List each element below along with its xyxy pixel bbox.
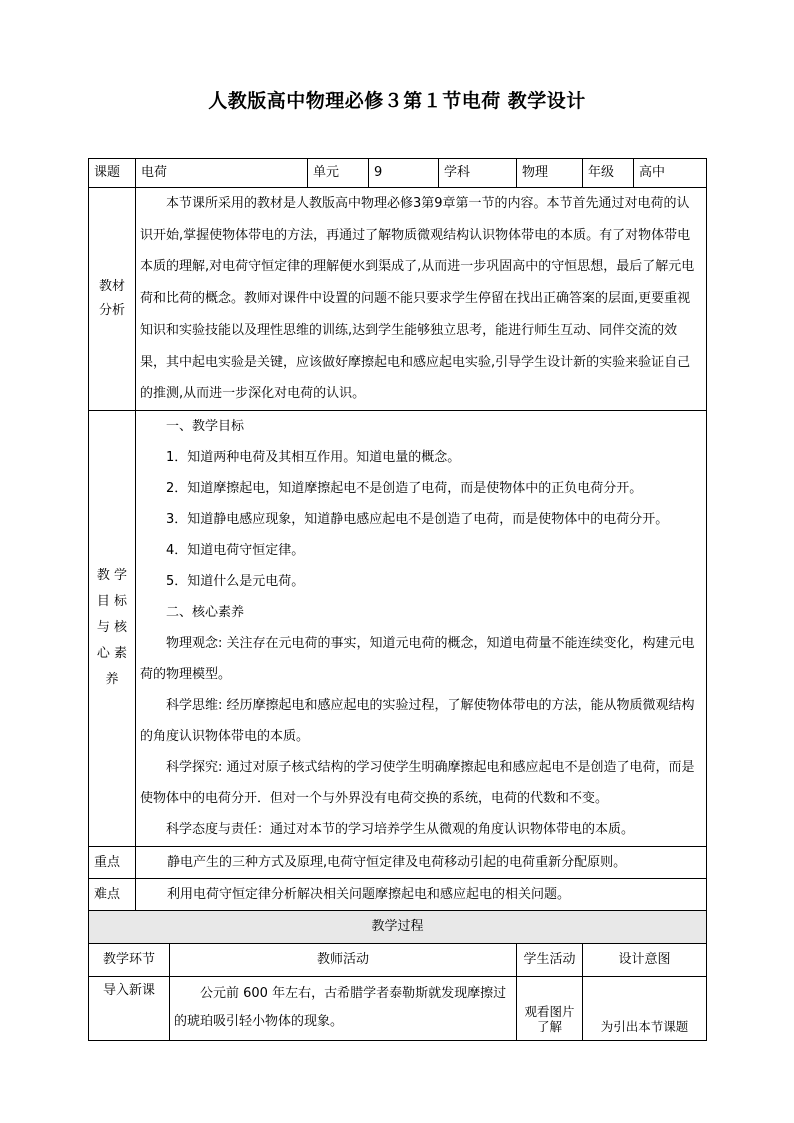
- subject-value: 物理: [517, 159, 583, 188]
- lesson-plan-table: [88, 158, 707, 1041]
- literacy-scientific-inquiry: 科学探究: 通过对原子核式结构的学习使学生明确摩擦起电和感应起电不是创造了电荷，而是使物体中的电荷分开．但对一个与外界没有电荷交换的系统，电荷的代数和不变。: [140, 760, 695, 807]
- goals-row: [89, 410, 707, 846]
- student-cell: 观看图片了解: [517, 976, 583, 1040]
- document-title: 人教版高中物理必修３第１节电荷 教学设计: [208, 90, 586, 112]
- literacy-scientific-thinking: 科学思维: 经历摩擦起电和感应起电的实验过程，了解使物体带电的方法，能从物质微观结构的角度认识物体带电的本质。: [140, 698, 695, 745]
- goals-heading-2: 二、核心素养: [166, 605, 245, 621]
- unit-value: 9: [369, 159, 439, 188]
- process-row: [89, 976, 707, 1040]
- col-stage: 教学环节: [89, 943, 170, 976]
- process-title: 教学过程: [89, 910, 707, 943]
- intent-cell: 为引出本节课题: [583, 976, 707, 1040]
- col-student: 学生活动: [517, 943, 583, 976]
- unit-label: 单元: [308, 159, 369, 188]
- material-label-1: 教材: [98, 278, 125, 294]
- goal-item-3: 3．知道静电感应现象，知道静电感应起电不是创造了电荷，而是使物体中的电荷分开。: [166, 512, 669, 528]
- topic-value: 电荷: [136, 159, 308, 188]
- literacy-physics-concept: 物理观念: 关注存在元电荷的事实，知道元电荷的概念，知道电荷量不能连续变化，构建元电荷的物理模型。: [140, 636, 695, 683]
- material-label: [89, 188, 136, 411]
- key-text: 静电产生的三种方式及原理,电荷守恒定律及电荷移动引起的电荷重新分配原则。: [136, 846, 707, 878]
- literacy-attitude: 科学态度与责任：通过对本节的学习培养学生从微观的角度认识物体带电的本质。: [166, 822, 635, 838]
- subject-label: 学科: [439, 159, 517, 188]
- goals-heading-1: 一、教学目标: [166, 419, 245, 435]
- goals-label-1: 教 学: [96, 568, 128, 584]
- process-header-row: [89, 943, 707, 976]
- material-label-2: 分析: [98, 302, 125, 318]
- teacher-cell: 公元前 600 年左右，古希腊学者泰勒斯就发现摩擦过的琥珀吸引轻小物体的现象。: [170, 976, 517, 1040]
- goals-label-2: 目 标: [96, 594, 128, 610]
- process-title-row: [89, 910, 707, 943]
- col-teacher: 教师活动: [170, 943, 517, 976]
- goal-item-1: 1．知道两种电荷及其相互作用。知道电量的概念。: [166, 450, 461, 466]
- topic-label: 课题: [89, 159, 136, 188]
- grade-value: 高中: [634, 159, 707, 188]
- difficult-label: 难点: [89, 878, 136, 910]
- goals-content: [136, 410, 707, 846]
- material-text: 本节课所采用的教材是人教版高中物理必修3第9章第一节的内容。本节首先通过对电荷的认识开始,掌握使物体带电的方法，再通过了解物质微观结构认识物体带电的本质。有了对物体带电本质的理解,对电荷守恒定律的理解便水到渠成了,从而进一步巩固高中的守恒思想，最后了解元电荷和比荷的概念。教师对课件中设置的问题不能只要求学生停留在找出正确答案的层面,更要重视知识和实验技能以及理性思维的训练,达到学生能够独立思考，能进行师生互动、同伴交流的效果，其中起电实验是关键，应该做好摩擦起电和感应起电实验,引导学生设计新的实验来验证自己的推测,从而进一步深化对电荷的认识。: [136, 188, 707, 411]
- material-row: [89, 188, 707, 411]
- goals-label-3: 与 核: [96, 620, 128, 636]
- goals-label-5: 养: [105, 672, 119, 688]
- key-row: [89, 846, 707, 878]
- header-row: [89, 159, 707, 188]
- goal-item-5: 5．知道什么是元电荷。: [166, 574, 305, 590]
- stage-cell: 导入新课: [89, 976, 170, 1040]
- goal-item-4: 4．知道电荷守恒定律。: [166, 543, 305, 559]
- difficult-text: 利用电荷守恒定律分析解决相关问题摩擦起电和感应起电的相关问题。: [136, 878, 707, 910]
- col-intent: 设计意图: [583, 943, 707, 976]
- goals-label-4: 心 素: [96, 646, 128, 662]
- goals-label: [89, 410, 136, 846]
- difficult-row: [89, 878, 707, 910]
- key-label: 重点: [89, 846, 136, 878]
- grade-label: 年级: [583, 159, 634, 188]
- goal-item-2: 2．知道摩擦起电，知道摩擦起电不是创造了电荷，而是使物体中的正负电荷分开。: [166, 481, 643, 497]
